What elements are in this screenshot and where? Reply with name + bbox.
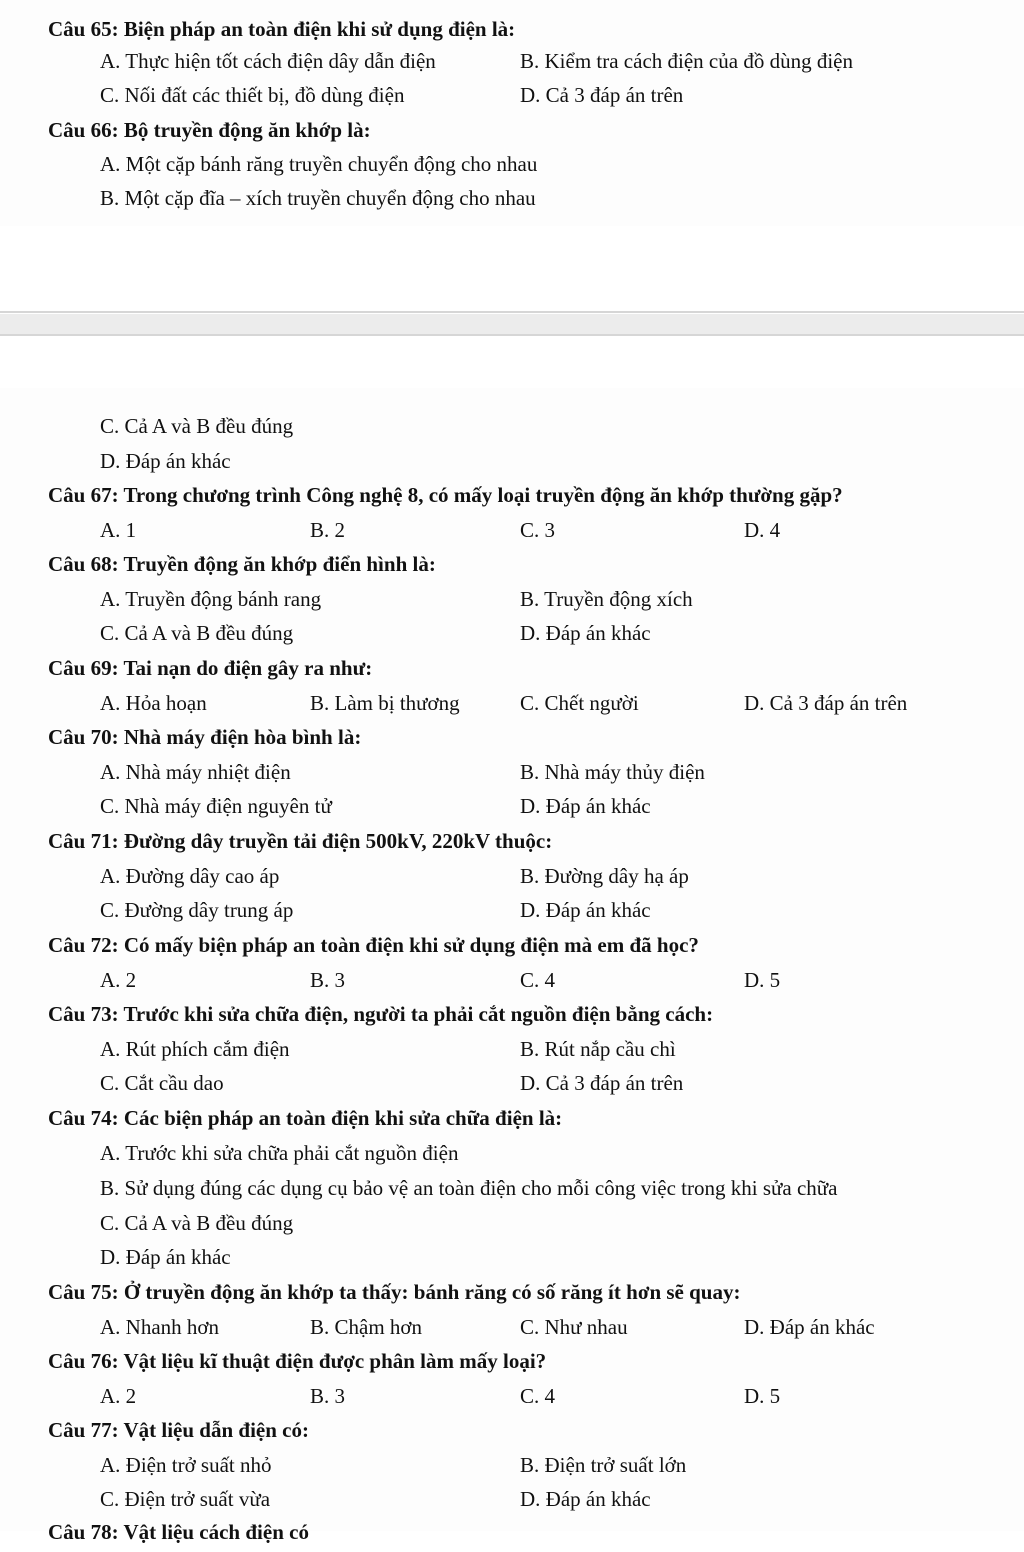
option-b: B. Làm bị thương — [310, 691, 460, 715]
option-a: A. 1 — [100, 518, 137, 542]
option-a: A. Nhanh hơn — [100, 1315, 220, 1339]
question-68-title: Câu 68: Truyền động ăn khớp điển hình là: — [48, 552, 436, 576]
question-67-title: Câu 67: Trong chương trình Công nghệ 8, có mấy loại truyền động ăn khớp thường gặp? — [48, 483, 843, 507]
option-b: B. Điện trở suất lớn — [520, 1453, 687, 1477]
option-b: B. Kiểm tra cách điện của đồ dùng điện — [520, 49, 853, 73]
question-78-title-partial: Câu 78: Vật liệu cách điện có — [48, 1520, 309, 1544]
option-c: C. Như nhau — [520, 1315, 628, 1339]
question-74-title: Câu 74: Các biện pháp an toàn điện khi sửa chữa điện là: — [48, 1106, 563, 1130]
divider-line — [0, 311, 1024, 313]
option-d: D. Cả 3 đáp án trên — [520, 83, 684, 107]
option-d: D. 5 — [744, 1384, 781, 1408]
option-a: A. Một cặp bánh răng truyền chuyển động cho nhau — [100, 152, 538, 176]
option-b: B. Sử dụng đúng các dụng cụ bảo vệ an toàn điện cho mỗi công việc trong khi sửa chữa — [100, 1176, 838, 1200]
option-d: D. Đáp án khác — [100, 1245, 231, 1269]
option-d: D. Cả 3 đáp án trên — [520, 1071, 684, 1095]
option-a: A. 2 — [100, 1384, 137, 1408]
option-b: B. 3 — [310, 968, 346, 992]
question-72-title: Câu 72: Có mấy biện pháp an toàn điện khi sử dụng điện mà em đã học? — [48, 933, 699, 957]
option-a: A. Truyền động bánh rang — [100, 587, 322, 611]
option-b: B. Chậm hơn — [310, 1315, 423, 1339]
option-a: A. Đường dây cao áp — [100, 864, 280, 888]
option-b: B. Đường dây hạ áp — [520, 864, 689, 888]
option-c: C. Đường dây trung áp — [100, 898, 294, 922]
question-77-title: Câu 77: Vật liệu dẫn điện có: — [48, 1418, 309, 1442]
option-d: D. 5 — [744, 968, 781, 992]
option-c: C. Chết người — [520, 691, 639, 715]
question-76-title: Câu 76: Vật liệu kĩ thuật điện được phân làm mấy loại? — [48, 1349, 547, 1373]
option-d: D. Đáp án khác — [520, 898, 651, 922]
option-d: D. Cả 3 đáp án trên — [744, 691, 908, 715]
option-c: C. Cả A và B đều đúng — [100, 414, 294, 438]
question-73-title: Câu 73: Trước khi sửa chữa điện, người ta phải cắt nguồn điện bằng cách: — [48, 1002, 714, 1026]
option-d: D. Đáp án khác — [100, 449, 231, 473]
option-c: C. Nhà máy điện nguyên tử — [100, 794, 332, 818]
option-b: B. Truyền động xích — [520, 587, 693, 611]
option-c: C. 3 — [520, 518, 556, 542]
option-b: B. Nhà máy thủy điện — [520, 760, 705, 784]
option-c: C. Cả A và B đều đúng — [100, 621, 294, 645]
option-c: C. Nối đất các thiết bị, đồ dùng điện — [100, 83, 405, 107]
question-66-title: Câu 66: Bộ truyền động ăn khớp là: — [48, 118, 371, 142]
option-a: A. Rút phích cắm điện — [100, 1037, 290, 1061]
question-69-title: Câu 69: Tai nạn do điện gây ra như: — [48, 656, 373, 680]
option-d: D. 4 — [744, 518, 781, 542]
page-segment-bottom — [0, 388, 1024, 1544]
question-75-title: Câu 75: Ở truyền động ăn khớp ta thấy: bánh răng có số răng ít hơn sẽ quay: — [48, 1280, 741, 1304]
option-a: A. Trước khi sửa chữa phải cắt nguồn điện — [100, 1141, 459, 1165]
question-70-title: Câu 70: Nhà máy điện hòa bình là: — [48, 725, 362, 749]
divider-band — [0, 314, 1024, 334]
option-c: C. 4 — [520, 1384, 556, 1408]
page-segment-top — [0, 0, 1024, 226]
option-a: A. Nhà máy nhiệt điện — [100, 760, 291, 784]
option-c: C. 4 — [520, 968, 556, 992]
option-c: C. Điện trở suất vừa — [100, 1487, 271, 1511]
question-65-title: Câu 65: Biện pháp an toàn điện khi sử dụng điện là: — [48, 17, 516, 41]
option-d: D. Đáp án khác — [520, 794, 651, 818]
option-a: A. Hỏa hoạn — [100, 691, 207, 715]
partial-top-line — [210, 0, 297, 8]
option-d: D. Đáp án khác — [520, 1487, 651, 1511]
option-a: A. 2 — [100, 968, 137, 992]
option-d: D. Đáp án khác — [520, 621, 651, 645]
option-c: C. Cả A và B đều đúng — [100, 1211, 294, 1235]
option-b: B. Rút nắp cầu chì — [520, 1037, 676, 1061]
page-gap — [0, 226, 1024, 388]
option-a: A. Thực hiện tốt cách điện dây dẫn điện — [100, 49, 436, 73]
option-b: B. 2 — [310, 518, 346, 542]
option-b: B. 3 — [310, 1384, 346, 1408]
option-b: B. Một cặp đĩa – xích truyền chuyển động cho nhau — [100, 186, 536, 210]
question-71-title: Câu 71: Đường dây truyền tải điện 500kV, 220kV thuộc: — [48, 829, 553, 853]
option-c: C. Cắt cầu dao — [100, 1071, 224, 1095]
option-a: A. Điện trở suất nhỏ — [100, 1453, 272, 1477]
divider-line — [0, 334, 1024, 336]
option-d: D. Đáp án khác — [744, 1315, 875, 1339]
